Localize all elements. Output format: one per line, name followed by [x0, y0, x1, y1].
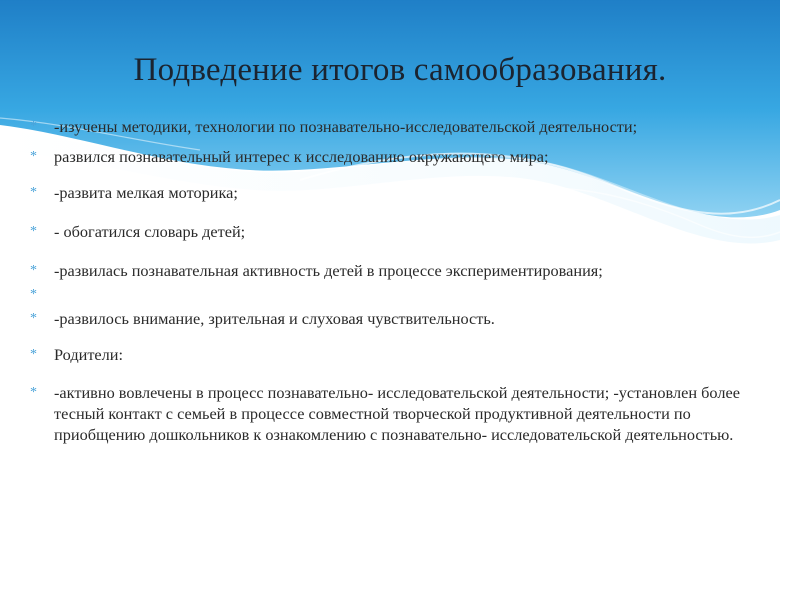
list-item-text: -развилось внимание, зрительная и слуховая чувствительность. [54, 309, 495, 328]
list-item [30, 222, 780, 241]
list-item [30, 183, 780, 202]
list-item-text: - обогатился словарь детей; [54, 222, 246, 241]
list-item-text: Родители: [54, 345, 124, 364]
list-item [30, 261, 780, 280]
list-item-text: -развилась познавательная активность детей в процессе экспериментирования; [54, 261, 603, 280]
bullet-icon: * [30, 119, 37, 134]
slide-title: Подведение итогов самообразования. [133, 52, 667, 88]
bullet-icon: * [30, 385, 37, 400]
list-item-text: -активно вовлечены в процесс познавательно- исследовательской деятельности; -установлен более тесный контакт с семьей в процессе совместной творческой продуктивной деятельности по приобщению дошкольников к ознакомлению с познавательно- исследовательской деятельностью. [54, 383, 740, 444]
list-item [30, 117, 780, 136]
list-item-text: -развита мелкая моторика; [54, 183, 238, 202]
list-item [30, 147, 780, 166]
list-item [30, 309, 780, 328]
list-item-empty [30, 285, 780, 304]
list-item-text: -изучены методики, технологии по познавательно-исследовательской деятельности; [54, 117, 638, 136]
bullet-icon: * [30, 311, 37, 326]
bullet-icon: * [30, 185, 37, 200]
list-item [30, 382, 784, 445]
list-item-heading [30, 345, 780, 364]
bullet-icon: * [30, 287, 37, 302]
bullet-icon: * [30, 149, 37, 164]
bullet-icon: * [30, 263, 37, 278]
summary-list [30, 117, 780, 445]
bullet-icon: * [30, 224, 37, 239]
bullet-icon: * [30, 347, 37, 362]
list-item-text: развился познавательный интерес к исследованию окружающего мира; [54, 147, 549, 166]
